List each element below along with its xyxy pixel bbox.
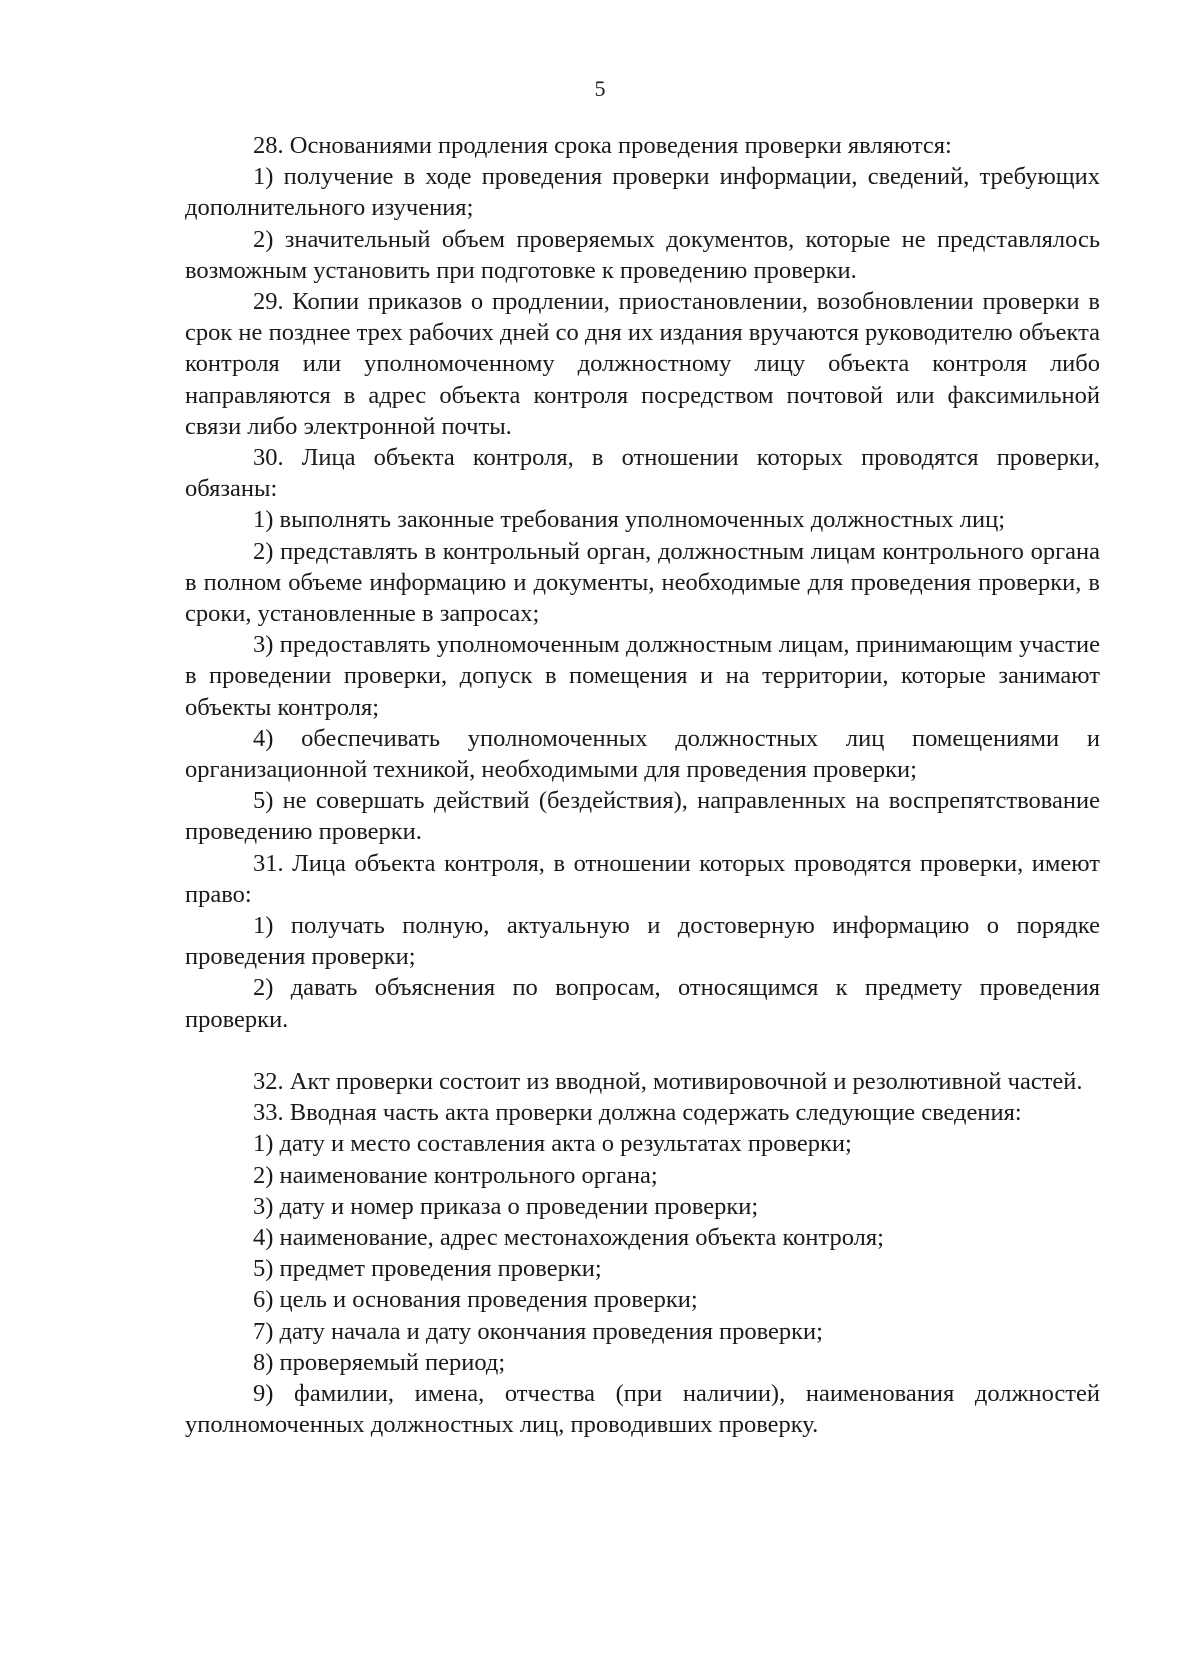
paragraph-33-item-2: 2) наименование контрольного органа; bbox=[253, 1161, 658, 1189]
paragraph-31-item-1: 1) получать полную, актуальную и достоверную информацию о порядке проведения проверки; bbox=[185, 912, 1100, 971]
paragraph-33-item-6: 6) цель и основания проведения проверки; bbox=[253, 1286, 698, 1314]
section-gap bbox=[185, 1035, 1100, 1066]
paragraph-28-item-1: 1) получение в ходе проведения проверки информации, сведений, требующих дополнительного изучения; bbox=[185, 163, 1100, 222]
paragraph-31-item-2: 2) давать объяснения по вопросам, относящимся к предмету проведения проверки. bbox=[185, 974, 1100, 1033]
paragraph-33-item-9: 9) фамилии, имена, отчества (при наличии), наименования должностей уполномоченных должностных лиц, проводивших проверку. bbox=[185, 1379, 1100, 1439]
paragraph-30-item-1: 1) выполнять законные требования уполномоченных должностных лиц; bbox=[253, 506, 1006, 534]
paragraph-30-item-3: 3) предоставлять уполномоченным должностным лицам, принимающим участие в проведении проверки, допуск в помещения и на территории, которые занимают объекты контроля; bbox=[185, 631, 1100, 721]
paragraph-29: 29. Копии приказов о продлении, приостановлении, возобновлении проверки в срок не позднее трех рабочих дней со дня их издания вручаются руководителю объекта контроля или уполномоченному должностному лицу объекта контроля либо направляются в адрес объекта контроля посредством почтовой или факсимильной связи либо электронной почты. bbox=[185, 288, 1100, 440]
paragraph-30-item-2: 2) представлять в контрольный орган, должностным лицам контрольного органа в полном объеме информацию и документы, необходимые для проведения проверки, в сроки, установленные в запросах; bbox=[185, 537, 1100, 628]
paragraph-30-item-5: 5) не совершать действий (бездействия), направленных на воспрепятствование проведению проверки. bbox=[185, 787, 1100, 846]
page-number: 5 bbox=[594, 76, 606, 101]
paragraph-33-item-3: 3) дату и номер приказа о проведении проверки; bbox=[253, 1192, 759, 1220]
paragraph-28: 28. Основаниями продления срока проведения проверки являются: bbox=[253, 132, 952, 159]
paragraph-32: 32. Акт проверки состоит из вводной, мотивировочной и резолютивной частей. bbox=[253, 1067, 1083, 1095]
paragraph-33-item-1: 1) дату и место составления акта о результатах проверки; bbox=[253, 1130, 852, 1158]
paragraph-33: 33. Вводная часть акта проверки должна содержать следующие сведения: bbox=[253, 1099, 1022, 1127]
paragraph-33-item-7: 7) дату начала и дату окончания проведения проверки; bbox=[253, 1317, 823, 1345]
document-body bbox=[185, 130, 1100, 1440]
paragraph-33-item-8: 8) проверяемый период; bbox=[253, 1348, 506, 1376]
paragraph-33-item-4: 4) наименование, адрес местонахождения объекта контроля; bbox=[253, 1223, 884, 1251]
paragraph-30: 30. Лица объекта контроля, в отношении которых проводятся проверки, обязаны: bbox=[185, 444, 1100, 503]
paragraph-30-item-4: 4) обеспечивать уполномоченных должностных лиц помещениями и организационной техникой, необходимыми для проведения проверки; bbox=[185, 724, 1100, 784]
paragraph-31: 31. Лица объекта контроля, в отношении которых проводятся проверки, имеют право: bbox=[185, 849, 1100, 908]
paragraph-33-item-5: 5) предмет проведения проверки; bbox=[253, 1255, 602, 1283]
paragraph-28-item-2: 2) значительный объем проверяемых документов, которые не представлялось возможным установить при подготовке к проведению проверки. bbox=[185, 225, 1100, 284]
